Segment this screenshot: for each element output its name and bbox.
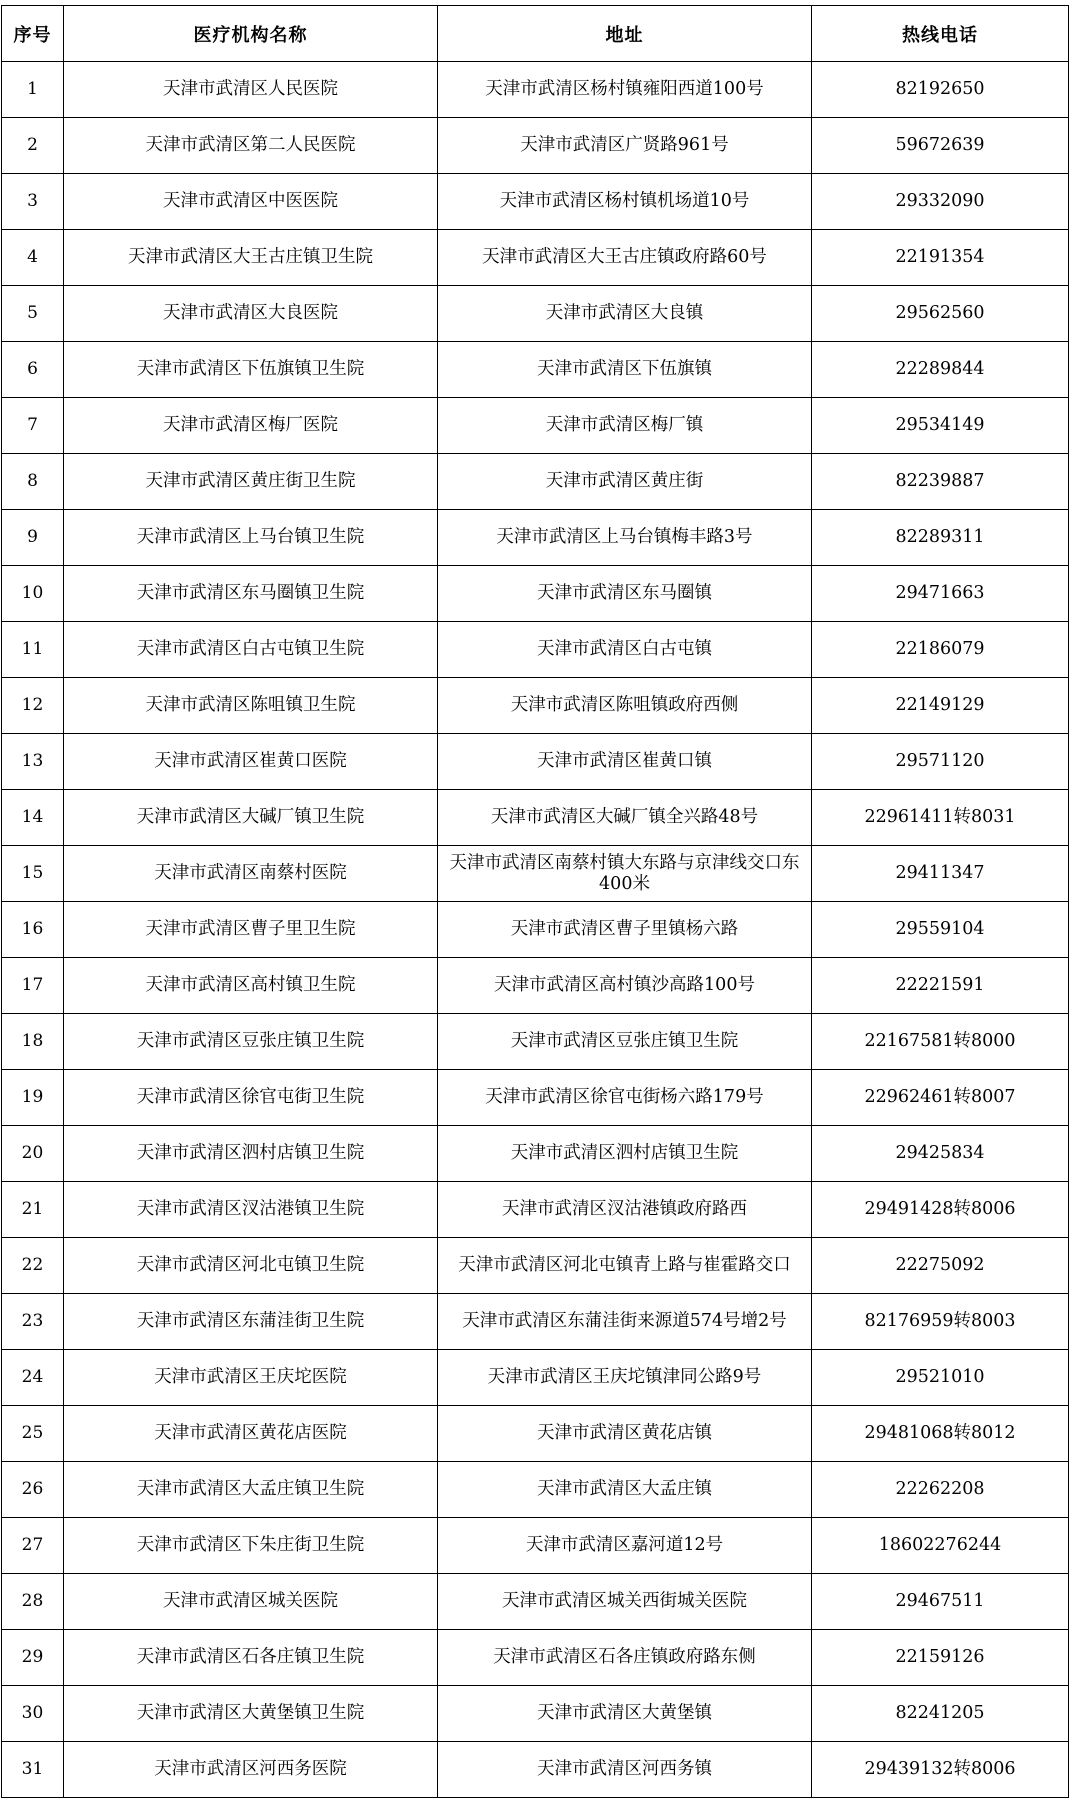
cell-address: 天津市武清区泗村店镇卫生院	[438, 1126, 812, 1182]
cell-serial-number: 29	[2, 1630, 64, 1686]
cell-institution-name: 天津市武清区大黄堡镇卫生院	[64, 1686, 438, 1742]
cell-serial-number: 12	[2, 678, 64, 734]
cell-serial-number: 21	[2, 1182, 64, 1238]
cell-serial-number: 23	[2, 1294, 64, 1350]
cell-institution-name: 天津市武清区城关医院	[64, 1574, 438, 1630]
cell-address: 天津市武清区汊沽港镇政府路西	[438, 1182, 812, 1238]
cell-address: 天津市武清区黄庄街	[438, 454, 812, 510]
cell-serial-number: 28	[2, 1574, 64, 1630]
cell-address: 天津市武清区梅厂镇	[438, 398, 812, 454]
table-row	[2, 1518, 1069, 1574]
cell-serial-number: 27	[2, 1518, 64, 1574]
cell-serial-number: 13	[2, 734, 64, 790]
cell-institution-name: 天津市武清区下伍旗镇卫生院	[64, 342, 438, 398]
cell-hotline: 29332090	[812, 174, 1069, 230]
cell-institution-name: 天津市武清区第二人民医院	[64, 118, 438, 174]
cell-institution-name: 天津市武清区泗村店镇卫生院	[64, 1126, 438, 1182]
table-row	[2, 1126, 1069, 1182]
cell-serial-number: 1	[2, 62, 64, 118]
cell-address: 天津市武清区大王古庄镇政府路60号	[438, 230, 812, 286]
table-row	[2, 1630, 1069, 1686]
cell-institution-name: 天津市武清区东马圈镇卫生院	[64, 566, 438, 622]
cell-hotline: 82192650	[812, 62, 1069, 118]
cell-address: 天津市武清区大碱厂镇全兴路48号	[438, 790, 812, 846]
cell-hotline: 29559104	[812, 902, 1069, 958]
cell-serial-number: 24	[2, 1350, 64, 1406]
cell-hotline: 22191354	[812, 230, 1069, 286]
header-row	[2, 6, 1069, 62]
cell-serial-number: 30	[2, 1686, 64, 1742]
cell-hotline: 29562560	[812, 286, 1069, 342]
cell-serial-number: 26	[2, 1462, 64, 1518]
cell-institution-name: 天津市武清区白古屯镇卫生院	[64, 622, 438, 678]
header-serial-number: 序号	[2, 6, 64, 62]
cell-institution-name: 天津市武清区东蒲洼街卫生院	[64, 1294, 438, 1350]
cell-serial-number: 7	[2, 398, 64, 454]
cell-hotline: 22289844	[812, 342, 1069, 398]
cell-institution-name: 天津市武清区下朱庄街卫生院	[64, 1518, 438, 1574]
cell-serial-number: 4	[2, 230, 64, 286]
table-row	[2, 174, 1069, 230]
cell-serial-number: 8	[2, 454, 64, 510]
cell-hotline: 29491428转8006	[812, 1182, 1069, 1238]
cell-address: 天津市武清区东蒲洼街来源道574号增2号	[438, 1294, 812, 1350]
cell-institution-name: 天津市武清区王庆坨医院	[64, 1350, 438, 1406]
table-row	[2, 1406, 1069, 1462]
table-row	[2, 790, 1069, 846]
cell-address: 天津市武清区大孟庄镇	[438, 1462, 812, 1518]
cell-institution-name: 天津市武清区大良医院	[64, 286, 438, 342]
hospital-table	[1, 5, 1069, 1798]
table-row	[2, 902, 1069, 958]
cell-address: 天津市武清区嘉河道12号	[438, 1518, 812, 1574]
cell-institution-name: 天津市武清区梅厂医院	[64, 398, 438, 454]
table-row	[2, 230, 1069, 286]
cell-address: 天津市武清区城关西街城关医院	[438, 1574, 812, 1630]
cell-institution-name: 天津市武清区大孟庄镇卫生院	[64, 1462, 438, 1518]
cell-hotline: 29571120	[812, 734, 1069, 790]
cell-hotline: 22167581转8000	[812, 1014, 1069, 1070]
cell-address: 天津市武清区河北屯镇青上路与崔霍路交口	[438, 1238, 812, 1294]
cell-serial-number: 15	[2, 846, 64, 902]
cell-hotline: 29425834	[812, 1126, 1069, 1182]
cell-serial-number: 19	[2, 1070, 64, 1126]
cell-hotline: 29471663	[812, 566, 1069, 622]
cell-serial-number: 6	[2, 342, 64, 398]
table-row	[2, 286, 1069, 342]
cell-institution-name: 天津市武清区人民医院	[64, 62, 438, 118]
cell-address: 天津市武清区上马台镇梅丰路3号	[438, 510, 812, 566]
cell-serial-number: 22	[2, 1238, 64, 1294]
table-row	[2, 1574, 1069, 1630]
cell-serial-number: 3	[2, 174, 64, 230]
cell-address: 天津市武清区黄花店镇	[438, 1406, 812, 1462]
cell-institution-name: 天津市武清区豆张庄镇卫生院	[64, 1014, 438, 1070]
table-row	[2, 1238, 1069, 1294]
cell-serial-number: 16	[2, 902, 64, 958]
cell-hotline: 29439132转8006	[812, 1742, 1069, 1798]
cell-address: 天津市武清区白古屯镇	[438, 622, 812, 678]
cell-hotline: 29521010	[812, 1350, 1069, 1406]
cell-address: 天津市武清区杨村镇机场道10号	[438, 174, 812, 230]
cell-institution-name: 天津市武清区汊沽港镇卫生院	[64, 1182, 438, 1238]
cell-hotline: 29534149	[812, 398, 1069, 454]
table-row	[2, 1462, 1069, 1518]
cell-serial-number: 31	[2, 1742, 64, 1798]
cell-address: 天津市武清区陈咀镇政府西侧	[438, 678, 812, 734]
cell-serial-number: 2	[2, 118, 64, 174]
cell-serial-number: 17	[2, 958, 64, 1014]
cell-address: 天津市武清区广贤路961号	[438, 118, 812, 174]
cell-hotline: 22186079	[812, 622, 1069, 678]
cell-hotline: 22149129	[812, 678, 1069, 734]
cell-serial-number: 20	[2, 1126, 64, 1182]
hospital-hotline-sheet	[1, 5, 1069, 1798]
cell-hotline: 22159126	[812, 1630, 1069, 1686]
cell-address: 天津市武清区曹子里镇杨六路	[438, 902, 812, 958]
cell-institution-name: 天津市武清区上马台镇卫生院	[64, 510, 438, 566]
header-address: 地址	[438, 6, 812, 62]
table-row	[2, 566, 1069, 622]
cell-hotline: 22275092	[812, 1238, 1069, 1294]
cell-institution-name: 天津市武清区石各庄镇卫生院	[64, 1630, 438, 1686]
cell-address: 天津市武清区下伍旗镇	[438, 342, 812, 398]
cell-serial-number: 11	[2, 622, 64, 678]
table-body	[2, 62, 1069, 1798]
table-row	[2, 1294, 1069, 1350]
table-header	[2, 6, 1069, 62]
cell-institution-name: 天津市武清区徐官屯街卫生院	[64, 1070, 438, 1126]
cell-institution-name: 天津市武清区黄庄街卫生院	[64, 454, 438, 510]
cell-institution-name: 天津市武清区中医医院	[64, 174, 438, 230]
cell-serial-number: 5	[2, 286, 64, 342]
table-row	[2, 622, 1069, 678]
table-row	[2, 1686, 1069, 1742]
cell-hotline: 22221591	[812, 958, 1069, 1014]
cell-serial-number: 10	[2, 566, 64, 622]
cell-address: 天津市武清区东马圈镇	[438, 566, 812, 622]
cell-address: 天津市武清区高村镇沙高路100号	[438, 958, 812, 1014]
cell-serial-number: 9	[2, 510, 64, 566]
cell-institution-name: 天津市武清区河西务医院	[64, 1742, 438, 1798]
cell-serial-number: 25	[2, 1406, 64, 1462]
table-row	[2, 734, 1069, 790]
table-row	[2, 678, 1069, 734]
cell-serial-number: 18	[2, 1014, 64, 1070]
table-row	[2, 1742, 1069, 1798]
cell-hotline: 22961411转8031	[812, 790, 1069, 846]
cell-address: 天津市武清区杨村镇雍阳西道100号	[438, 62, 812, 118]
header-hotline: 热线电话	[812, 6, 1069, 62]
cell-hotline: 29481068转8012	[812, 1406, 1069, 1462]
cell-hotline: 29467511	[812, 1574, 1069, 1630]
table-row	[2, 1182, 1069, 1238]
cell-address: 天津市武清区崔黄口镇	[438, 734, 812, 790]
cell-hotline: 18602276244	[812, 1518, 1069, 1574]
cell-institution-name: 天津市武清区高村镇卫生院	[64, 958, 438, 1014]
table-row	[2, 958, 1069, 1014]
cell-address: 天津市武清区徐官屯街杨六路179号	[438, 1070, 812, 1126]
cell-serial-number: 14	[2, 790, 64, 846]
table-row	[2, 1070, 1069, 1126]
cell-hotline: 22962461转8007	[812, 1070, 1069, 1126]
table-row	[2, 398, 1069, 454]
table-row	[2, 510, 1069, 566]
cell-hotline: 82241205	[812, 1686, 1069, 1742]
cell-institution-name: 天津市武清区崔黄口医院	[64, 734, 438, 790]
table-row	[2, 1014, 1069, 1070]
cell-hotline: 22262208	[812, 1462, 1069, 1518]
cell-address: 天津市武清区豆张庄镇卫生院	[438, 1014, 812, 1070]
cell-institution-name: 天津市武清区陈咀镇卫生院	[64, 678, 438, 734]
header-institution-name: 医疗机构名称	[64, 6, 438, 62]
cell-hotline: 82176959转8003	[812, 1294, 1069, 1350]
cell-address: 天津市武清区石各庄镇政府路东侧	[438, 1630, 812, 1686]
table-row	[2, 62, 1069, 118]
cell-hotline: 82239887	[812, 454, 1069, 510]
cell-institution-name: 天津市武清区黄花店医院	[64, 1406, 438, 1462]
cell-institution-name: 天津市武清区南蔡村医院	[64, 846, 438, 902]
cell-institution-name: 天津市武清区曹子里卫生院	[64, 902, 438, 958]
cell-hotline: 29411347	[812, 846, 1069, 902]
table-row	[2, 454, 1069, 510]
table-row	[2, 1350, 1069, 1406]
table-row	[2, 846, 1069, 902]
cell-institution-name: 天津市武清区河北屯镇卫生院	[64, 1238, 438, 1294]
cell-address: 天津市武清区南蔡村镇大东路与京津线交口东400米	[438, 846, 812, 902]
cell-hotline: 59672639	[812, 118, 1069, 174]
cell-hotline: 82289311	[812, 510, 1069, 566]
table-row	[2, 118, 1069, 174]
table-row	[2, 342, 1069, 398]
cell-address: 天津市武清区大良镇	[438, 286, 812, 342]
cell-address: 天津市武清区大黄堡镇	[438, 1686, 812, 1742]
cell-institution-name: 天津市武清区大王古庄镇卫生院	[64, 230, 438, 286]
cell-address: 天津市武清区王庆坨镇津同公路9号	[438, 1350, 812, 1406]
cell-institution-name: 天津市武清区大碱厂镇卫生院	[64, 790, 438, 846]
cell-address: 天津市武清区河西务镇	[438, 1742, 812, 1798]
